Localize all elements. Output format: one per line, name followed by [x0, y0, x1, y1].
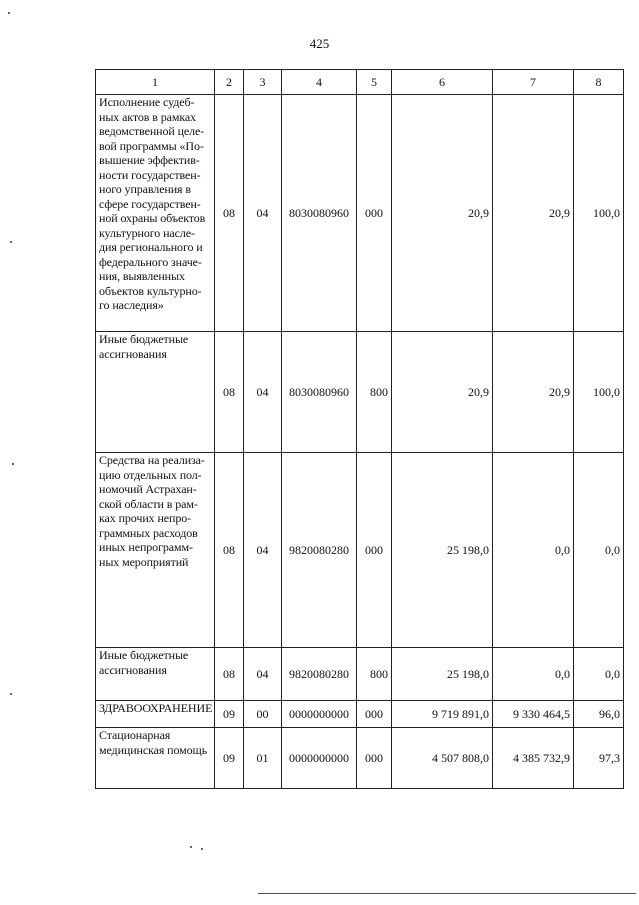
subsection-code-cell: 04 — [244, 332, 282, 453]
subsection-code-cell: 01 — [244, 728, 282, 789]
actual-amount-cell: 20,9 — [493, 332, 574, 453]
header-row — [96, 70, 624, 95]
section-code-cell: 08 — [215, 332, 244, 453]
section-code-cell: 09 — [215, 728, 244, 789]
row-name-cell: Средства на реализа-цию отдельных пол-номочий Астрахан-ской области в рам-ках прочих непро-граммных расходов иных непрограмм-ных мероприятий — [96, 453, 215, 648]
execution-percent-cell: 97,3 — [574, 728, 624, 789]
header-cell-1: 1 — [96, 70, 215, 95]
execution-percent-cell: 0,0 — [574, 648, 624, 701]
subsection-code-cell: 04 — [244, 648, 282, 701]
plan-amount-cell: 25 198,0 — [392, 453, 493, 648]
page-number: 425 — [309, 36, 330, 51]
header-cell-6: 6 — [392, 70, 493, 95]
header-cell-5: 5 — [357, 70, 392, 95]
table-row — [96, 453, 624, 648]
plan-amount-cell: 20,9 — [392, 95, 493, 332]
header-cell-4: 4 — [282, 70, 357, 95]
table-row — [96, 95, 624, 332]
execution-percent-cell: 100,0 — [574, 95, 624, 332]
target-item-code-cell: 0000000000 — [282, 701, 357, 728]
table-row — [96, 332, 624, 453]
actual-amount-cell: 4 385 732,9 — [493, 728, 574, 789]
execution-percent-cell: 96,0 — [574, 701, 624, 728]
subsection-code-cell: 00 — [244, 701, 282, 728]
target-item-code-cell: 8030080960 — [282, 332, 357, 453]
scan-dot-artifact — [10, 241, 12, 243]
scan-dot-artifact — [190, 846, 192, 848]
scan-dot-artifact — [201, 848, 203, 850]
expense-type-code-cell: 000 — [357, 453, 392, 648]
scan-dot-artifact — [12, 463, 14, 465]
section-code-cell: 08 — [215, 453, 244, 648]
actual-amount-cell: 20,9 — [493, 95, 574, 332]
target-item-code-cell: 8030080960 — [282, 95, 357, 332]
actual-amount-cell: 9 330 464,5 — [493, 701, 574, 728]
expense-type-code-cell: 000 — [357, 701, 392, 728]
target-item-code-cell: 0000000000 — [282, 728, 357, 789]
budget-execution-table — [95, 69, 624, 789]
row-name-cell: Стационарная медицинская помощь — [96, 728, 215, 789]
row-name-cell: Исполнение судеб-ных актов в рамках ведомственной целе-вой программы «По-вышение эффектив-ности государствен-ного управления в сфере государствен-ной охраны объектов культурного насле-дия регионального и федерального значе-ния, выявленных объектов культурно-го наследия» — [96, 95, 215, 332]
plan-amount-cell: 9 719 891,0 — [392, 701, 493, 728]
target-item-code-cell: 9820080280 — [282, 453, 357, 648]
plan-amount-cell: 25 198,0 — [392, 648, 493, 701]
expense-type-code-cell: 800 — [357, 332, 392, 453]
table-row — [96, 648, 624, 701]
plan-amount-cell: 4 507 808,0 — [392, 728, 493, 789]
section-code-cell: 09 — [215, 701, 244, 728]
header-cell-2: 2 — [215, 70, 244, 95]
header-cell-3: 3 — [244, 70, 282, 95]
target-item-code-cell: 9820080280 — [282, 648, 357, 701]
row-name-cell: Иные бюджетные ассигнования — [96, 648, 215, 701]
execution-percent-cell: 0,0 — [574, 453, 624, 648]
row-name-cell: ЗДРАВООХРАНЕНИЕ — [96, 701, 215, 728]
header-cell-8: 8 — [574, 70, 624, 95]
table-row — [96, 701, 624, 728]
execution-percent-cell: 100,0 — [574, 332, 624, 453]
scan-dot-artifact — [10, 693, 12, 695]
expense-type-code-cell: 000 — [357, 728, 392, 789]
actual-amount-cell: 0,0 — [493, 453, 574, 648]
section-code-cell: 08 — [215, 95, 244, 332]
scan-dot-artifact — [8, 12, 10, 14]
section-code-cell: 08 — [215, 648, 244, 701]
expense-type-code-cell: 800 — [357, 648, 392, 701]
table-row — [96, 728, 624, 789]
actual-amount-cell: 0,0 — [493, 648, 574, 701]
subsection-code-cell: 04 — [244, 95, 282, 332]
plan-amount-cell: 20,9 — [392, 332, 493, 453]
scan-line-artifact — [258, 893, 636, 894]
header-cell-7: 7 — [493, 70, 574, 95]
expense-type-code-cell: 000 — [357, 95, 392, 332]
subsection-code-cell: 04 — [244, 453, 282, 648]
row-name-cell: Иные бюджетные ассигнования — [96, 332, 215, 453]
